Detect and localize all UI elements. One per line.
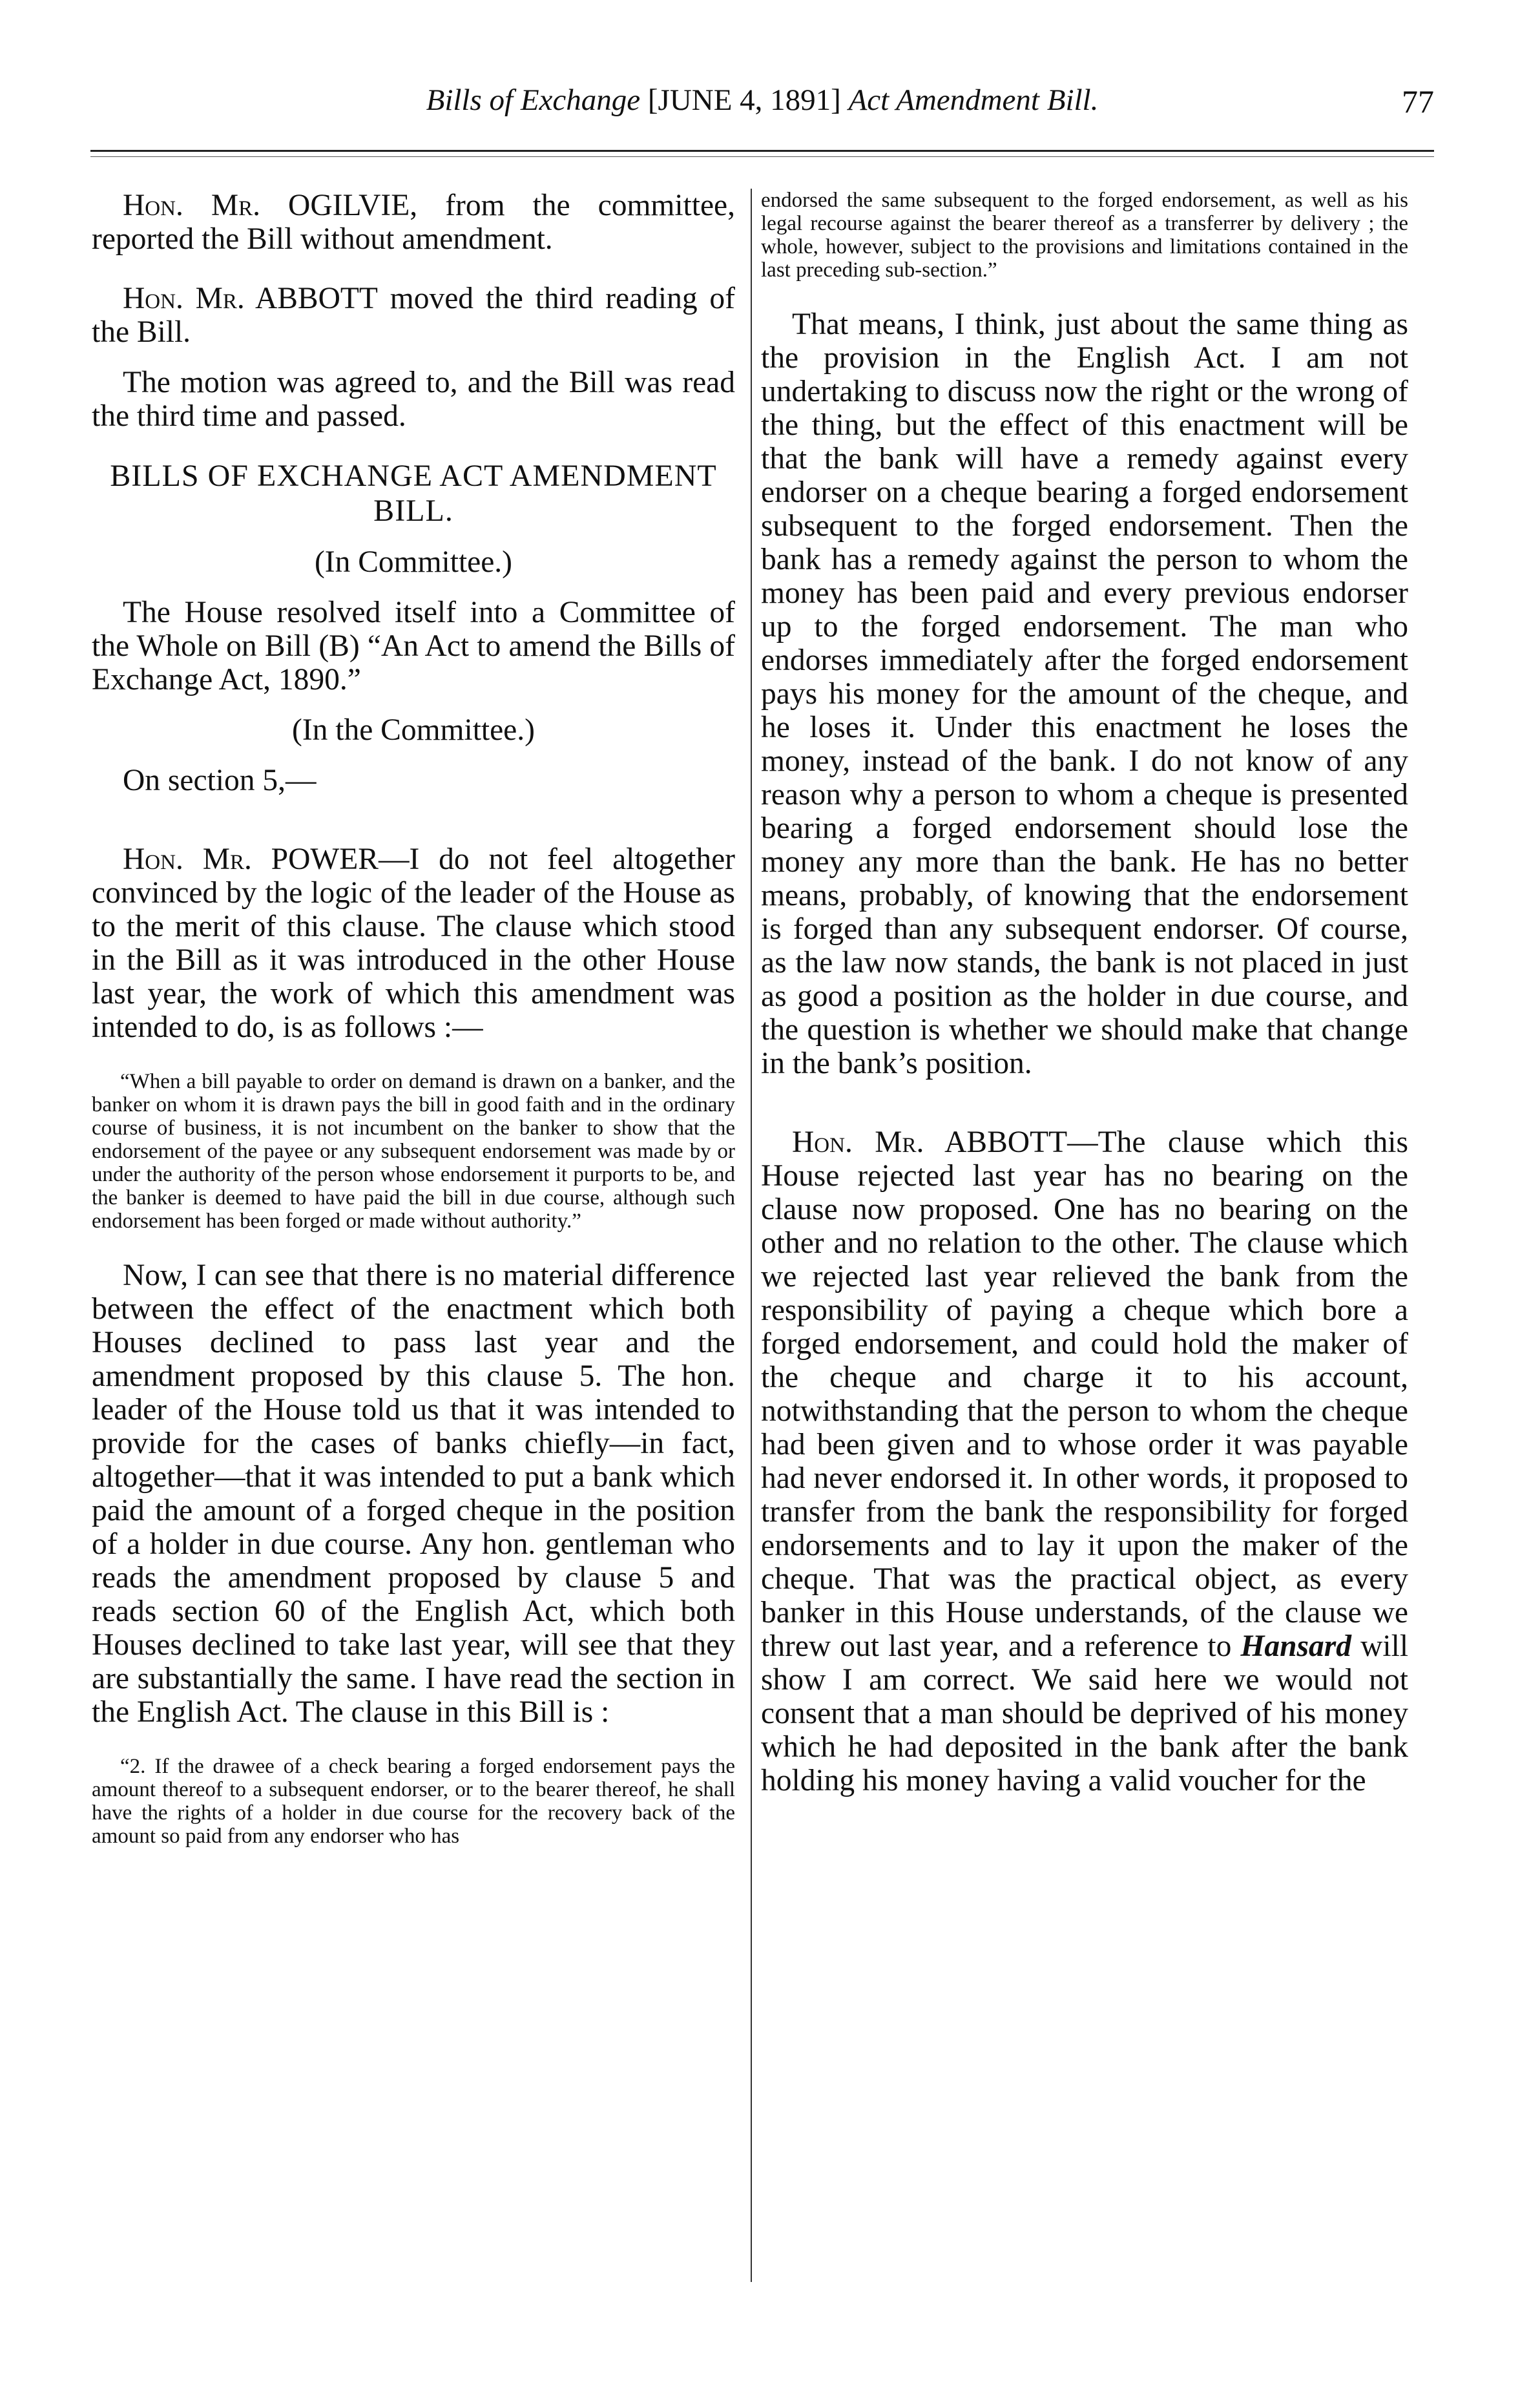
speaker-name: Hon. Mr. OGILVIE, — [123, 189, 418, 222]
speaker-name: Hon. Mr. ABBOTT — [792, 1125, 1068, 1159]
header-title-right: Act Amendment Bill. — [848, 83, 1099, 117]
speaker-name: Hon. Mr. ABBOTT — [123, 282, 378, 315]
paragraph-text: from the committee, reported the Bill without amendment. — [92, 189, 735, 256]
paragraph-abbott-reply — [761, 1125, 1408, 1797]
running-header — [90, 83, 1434, 134]
paragraph-text: —The clause which this House rejected last year has no bearing on the clause now proposed. One has no bearing on the other and no relation to the other. The clause which we rejected last year relieved the bank from the responsibility of paying a cheque which bore a forged endorsement, and could hold the maker of the cheque and charge it to his account, notwithstanding that the person to whom the cheque had been given and to whose order it was payable had never endorsed it. In other words, it proposed to transfer from the bank the responsibility for forged endorsements and to lay it upon the maker of the cheque. That was the practical object, as every banker in this House understands, of the clause we threw out last year, and a reference to — [761, 1125, 1408, 1663]
left-column — [92, 189, 735, 1848]
quoted-clause-continued: endorsed the same subsequent to the forged endorsement, as well as his legal recourse against the bearer thereof as a transferrer by delivery ; the whole, however, subject to the provisions and limitations contained in the last preceding sub-section.” — [761, 189, 1408, 282]
quoted-clause-2: “2. If the drawee of a check bearing a forged endorsement pays the amount thereof to a subsequent endorser, or to the bearer thereof, he shall have the rights of a holder in due course for the recovery back of the amount so paid from any endorser who has — [92, 1755, 735, 1848]
section-heading: BILLS OF EXCHANGE ACT AMENDMENT BILL. — [110, 459, 717, 528]
paragraph-power-continued: Now, I can see that there is no material difference between the effect of the enactment which both Houses declined to pass last year and the amendment proposed by this clause 5. The hon. leader of the House told us that it was intended to provide for the cases of banks chiefly—in fact, altogether—that it was intended to put a bank which paid the amount of a forged cheque in the position of a holder in due course. Any hon. gentleman who reads the amendment proposed by clause 5 and reads section 60 of the English Act, which both Houses declined to take last year, will see that they are substantially the same. I have read the section in the English Act. The clause in this Bill is : — [92, 1259, 735, 1729]
quoted-clause: “When a bill payable to order on demand is drawn on a banker, and the banker on whom it is drawn pays the bill in good faith and in the ordinary course of business, it is not incumbent on the banker to show that the endorsement of the payee or any subsequent endorsement was made by or under the authority of the person whose endorsement it purports to be, and the banker is deemed to have paid the bill in due course, although such endorsement has been forged or made without authority.” — [92, 1070, 735, 1233]
header-title-left: Bills of Exchange — [426, 83, 641, 117]
on-section-label: On section 5,— — [123, 764, 317, 797]
header-date: [JUNE 4, 1891] — [647, 83, 841, 117]
in-the-committee-label: (In the Committee.) — [292, 713, 535, 747]
paragraph-abbott-motion — [92, 282, 735, 349]
paragraph-text: will show I am correct. We said here we would not consent that a man should be deprived of his money which he had deposited in the bank after the bank holding his money having a valid voucher for the — [761, 1629, 1409, 1797]
right-column — [761, 189, 1408, 1797]
paragraph-ogilvie — [92, 189, 735, 256]
hansard-reference: Hansard — [1240, 1629, 1352, 1663]
paragraph-house-resolved: The House resolved itself into a Committee of the Whole on Bill (B) “An Act to amend the Bills of Exchange Act, 1890.” — [92, 596, 735, 696]
paragraph-text: —I do not feel altogether convinced by the logic of the leader of the House as to the merit of this clause. The clause which stood in the Bill as it was introduced in the other House last year, the work of which this amendment was intended to do, is as follows :— — [92, 843, 735, 1044]
paragraph-motion-agreed: The motion was agreed to, and the Bill was read the third time and passed. — [92, 366, 735, 433]
paragraph-power — [92, 843, 735, 1044]
paragraph-power-analysis: That means, I think, just about the same thing as the provision in the English Act. I am not undertaking to discuss now the right or the wrong of the thing, but the effect of this enactment will be that the bank will have a remedy against every endorser on a cheque bearing a forged endorsement subsequent to the forged endorsement. Then the bank has a remedy against the person to whom the money has been paid and every previous endorser up to the forged endorsement. The man who endorses immediately after the forged endorsement pays his money for the amount of the cheque, and he loses it. Under this enactment he loses the money, instead of the bank. I do not know of any reason why a person to whom a cheque is presented bearing a forged endorsement should lose the money any more than the bank. He has no better means, probably, of knowing that the endorsement is forged than any subsequent endorser. Of course, as the law now stands, the bank is not placed in just as good a position as the holder in due course, and the question is whether we should make that change in the bank’s position. — [761, 308, 1408, 1080]
header-rule — [90, 150, 1434, 152]
paragraph-text: moved the third reading of the Bill. — [92, 282, 735, 349]
header-rule-thin — [90, 156, 1434, 157]
in-committee-label: (In Committee.) — [314, 545, 513, 579]
column-divider — [751, 189, 752, 2282]
page-number: 77 — [1402, 83, 1434, 120]
speaker-name: Hon. Mr. POWER — [123, 843, 379, 876]
